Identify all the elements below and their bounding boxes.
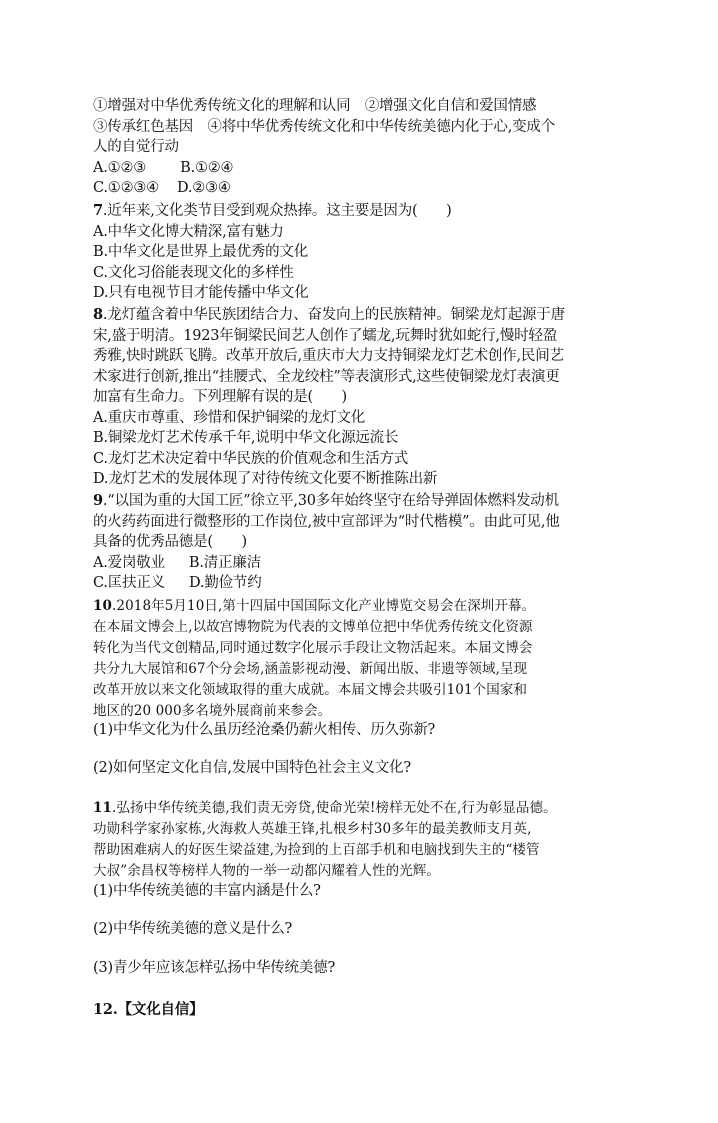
q7-number: 7 [93,202,103,219]
q11-line-3: 帮助困难病人的好医生梁益建,为捡到的上百部手机和电脑找到失主的“楼管 [93,842,540,858]
q11-subquestion-3-text: (3)青少年应该怎样弘扬中华传统美德? [93,960,336,976]
q10-line-2: 在本届文博会上,以故宫博物院为代表的文博单位把中华优秀传统文化资源 [93,619,533,635]
q7-option-b: B.中华文化是世界上最优秀的文化 [93,244,309,260]
question-12 [93,1000,623,1021]
q10-number: 10 [93,598,112,614]
q10-line-4: 共分九大展馆和67个分会场,涵盖影视动漫、新闻出版、非遗等领域,呈现 [93,661,528,677]
q7-stem [93,201,623,222]
question-11 [93,798,623,882]
q8-line-3: 秀雅,快时跳跃飞腾。改革开放后,重庆市大力支持铜梁龙灯艺术创作,民间艺 [93,348,564,364]
question-7 [93,201,623,304]
q9-option-a: A.爱岗敬业 [93,554,165,571]
q8-line-4: 术家进行创新,推出“挂腰式、全龙绞柱”等表演形式,这些使铜梁龙灯表演更 [93,368,560,385]
q8-option-b: B.铜梁龙灯艺术传承千年,说明中华文化源远流长 [93,430,399,446]
question-9 [93,491,623,594]
q11-line-2: 功勋科学家孙家栋,火海救人英雄王锋,扎根乡村30多年的最美教师支月英, [93,821,532,837]
q8-number: 8 [93,306,103,323]
q9-line-3: 具备的优秀品德是( ) [93,534,247,550]
q8-line-2: 宋,盛于明清。1923年铜梁民间艺人创作了蠕龙,玩舞时犹如蛇行,慢时轻盈 [93,327,558,344]
q11-subquestion-2-text: (2)中华传统美德的意义是什么? [93,921,293,937]
q7-option-c: C.文化习俗能表现文化的多样性 [93,264,294,281]
q9-option-b: B.清正廉洁 [188,554,261,571]
q9-options-row-1 [93,553,623,574]
q12-title: .【文化自信】 [112,1001,204,1018]
q10-subquestion-1 [93,720,623,741]
q12-heading [93,1000,623,1021]
q7-option-a: A.中华文化博大精深,富有魅力 [93,223,284,240]
q6-option-c: C.①②③④ [93,180,159,196]
q10-subquestion-1-text: (1)中华文化为什么虽历经沧桑仍薪火相传、历久弥新? [93,722,436,738]
q10-line-6: 地区的20 000多名境外展商前来参会。 [93,703,332,719]
q6-options-row-1 [93,158,623,179]
q9-line-2: 的火药药面进行微整形的工作岗位,被中宣部评为“时代楷模”。由此可见,他 [93,513,560,530]
question-10 [93,596,623,722]
q11-subquestion-3 [93,958,623,979]
q8-option-a: A.重庆市尊重、珍惜和保护铜梁的龙灯文化 [93,409,366,426]
question-6-tail [93,96,623,199]
q8-option-d: D.龙灯艺术的发展体现了对待传统文化要不断推陈出新 [93,471,438,487]
q8-line-1 [93,305,623,326]
q11-subquestion-2 [93,919,623,940]
q10-line-3: 转化为当代文创精品,同时通过数字化展示手段让文物活起来。本届文博会 [93,640,533,656]
q8-line-5: 加富有生命力。下列理解有误的是( ) [93,389,348,405]
q7-stem-text: .近年来,文化类节目受到观众热捧。这主要是因为( ) [102,203,452,219]
q9-options-row-2 [93,573,623,594]
q8-line-1-text: .龙灯蕴含着中华民族团结合力、奋发向上的民族精神。铜梁龙灯起源于唐 [102,307,565,323]
q6-option-b: B.①②④ [180,159,234,176]
q9-line-1 [93,491,623,512]
q11-line-4: 大叔”余昌权等榜样人物的一举一动都闪耀着人性的光辉。 [93,863,441,879]
q7-option-d: D.只有电视节目才能传播中华文化 [93,285,309,301]
q10-line-1-text: .2018年5月10日,第十四届中国国际文化产业博览交易会在深圳开幕。 [112,598,536,614]
q6-choice-line-3: 人的自觉行动 [93,139,179,155]
q9-number: 9 [93,492,103,509]
q11-subquestion-1 [93,881,623,902]
q12-number: 12 [93,1001,113,1018]
q11-number: 11 [93,800,112,816]
q10-line-5: 改革开放以来文化领域取得的重大成就。本届文博会共吸引101个国家和 [93,682,528,698]
question-8 [93,305,623,490]
q9-option-d: D.勤俭节约 [189,575,262,591]
q11-subquestion-1-text: (1)中华传统美德的丰富内涵是什么? [93,883,321,899]
q10-subquestion-2 [93,758,623,779]
q8-option-c: C.龙灯艺术决定着中华民族的价值观念和生活方式 [93,450,409,467]
q6-option-a: A.①②③ [93,159,147,176]
q6-options-row-2 [93,178,623,199]
q10-line-1 [93,596,623,617]
q6-choice-line-1: ①增强对中华优秀传统文化的理解和认同 ②增强文化自信和爱国情感 [93,98,537,114]
q6-option-d: D.②③④ [176,180,231,196]
q9-option-c: C.匡扶正义 [93,575,165,591]
q10-subquestion-2-text: (2)如何坚定文化自信,发展中国特色社会主义文化? [93,760,411,776]
q11-line-1 [93,798,623,819]
q6-choice-line-2: ③传承红色基因 ④将中华优秀传统文化和中华传统美德内化于心,变成个 [93,118,556,135]
q11-line-1-text: .弘扬中华传统美德,我们责无旁贷,使命光荣!榜样无处不在,行为彰显品德。 [112,800,557,816]
q9-line-1-text: .“以国为重的大国工匠”徐立平,30多年始终坚守在给导弹固体燃料发动机 [102,493,559,509]
